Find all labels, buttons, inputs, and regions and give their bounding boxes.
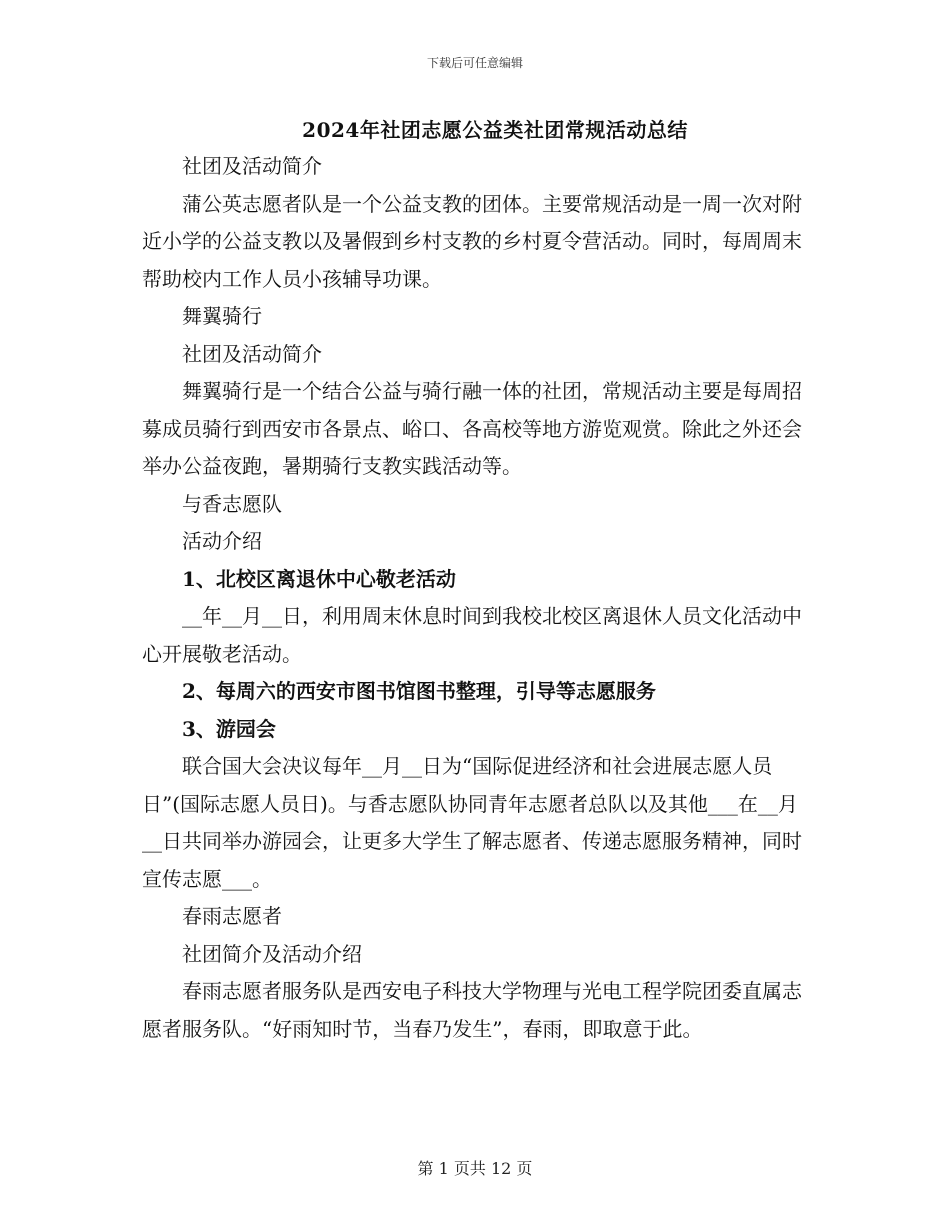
document-title: 2024年社团志愿公益类社团常规活动总结: [302, 118, 688, 142]
section-heading: 社团及活动简介: [182, 341, 322, 366]
activity-heading: 3、游园会: [182, 716, 276, 741]
paragraph: 舞翼骑行是一个结合公益与骑行融一体的社团，常规活动主要是每周招募成员骑行到西安市各景点、峪口、各高校等地方游览观赏。除此之外还会举办公益夜跑，暑期骑行支教实践活动等。: [142, 379, 802, 478]
section-heading: 社团简介及活动介绍: [182, 941, 362, 966]
activity-heading: 1、北校区离退休中心敬老活动: [182, 566, 456, 591]
paragraph: 蒲公英志愿者队是一个公益支教的团体。主要常规活动是一周一次对附近小学的公益支教以及暑假到乡村支教的乡村夏令营活动。同时，每周周末帮助校内工作人员小孩辅导功课。: [142, 191, 802, 291]
activity-heading: 2、每周六的西安市图书馆图书整理，引导等志愿服务: [182, 679, 656, 703]
paragraph: 联合国大会决议每年__月__日为“国际促进经济和社会进展志愿人员日”(国际志愿人员日)。与香志愿队协同青年志愿者总队以及其他___在__月__日共同举办游园会，让更多大学生了解志愿者、传递志愿服务精神，同时宣传志愿___。: [142, 754, 802, 891]
page-footer: 第 1 页共 12 页: [417, 1159, 533, 1178]
club-name: 春雨志愿者: [182, 904, 282, 928]
paragraph: __年__月__日，利用周末休息时间到我校北校区离退休人员文化活动中心开展敬老活动。: [142, 604, 802, 666]
paragraph: 春雨志愿者服务队是西安电子科技大学物理与光电工程学院团委直属志愿者服务队。“好雨知时节，当春乃发生”，春雨，即取意于此。: [142, 979, 802, 1041]
section-heading: 活动介绍: [182, 529, 262, 553]
section-heading: 社团及活动简介: [182, 154, 322, 178]
club-name: 与香志愿队: [182, 491, 282, 516]
club-name: 舞翼骑行: [182, 304, 262, 328]
document-body: [142, 148, 802, 1048]
header-note: 下载后可任意编辑: [426, 56, 523, 70]
